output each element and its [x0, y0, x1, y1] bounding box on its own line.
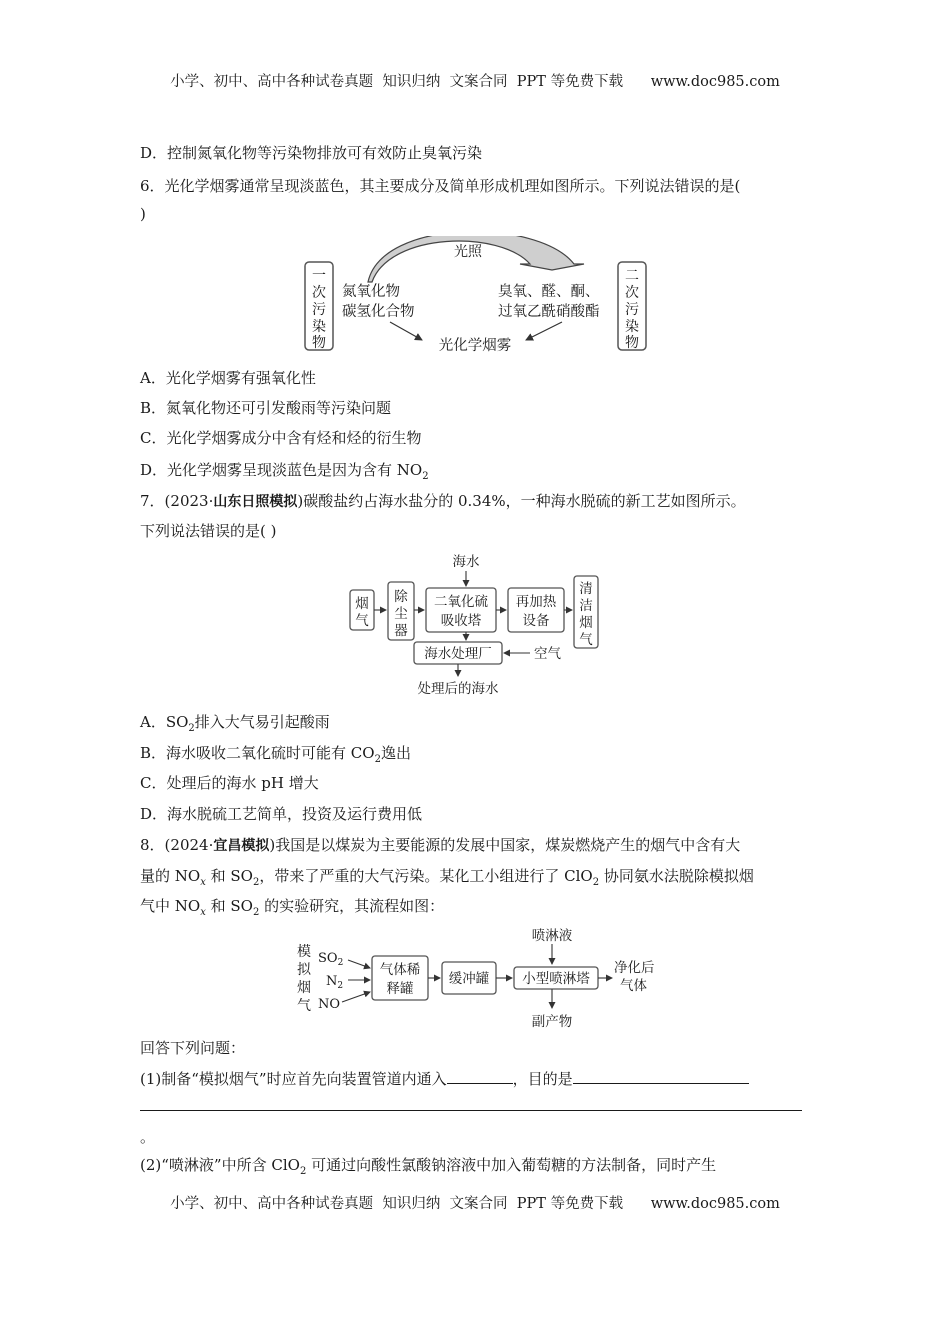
svg-text:气: 气	[355, 613, 369, 629]
answer-blank-purpose-cont[interactable]	[140, 1095, 802, 1111]
q8-stem-line2: 量的 $NO_x$ 和 $SO_2$，带来了严重的大气污染。某化工小组进行了 ClO$_2$ 协同氨水法脱除模拟烟	[140, 867, 754, 888]
product-line1: 臭氧、醛、酮、	[498, 284, 600, 300]
svg-text:烟: 烟	[579, 615, 593, 631]
q7-diagram	[340, 550, 620, 700]
answer-blank-gas[interactable]	[447, 1068, 513, 1084]
svg-text:设备: 设备	[522, 613, 550, 629]
primary-char: 一	[312, 268, 326, 284]
primary-char: 污	[312, 302, 326, 318]
primary-char: 染	[312, 319, 326, 335]
q6-option-a: A．光化学烟雾有强氧化性	[140, 369, 316, 387]
q7-stem-line1: 7．(2023·山东日照模拟)碳酸盐约占海水盐分的 0.34%，一种海水脱硫的新工艺如图所示。	[140, 492, 746, 510]
svg-text:再加热: 再加热	[515, 594, 557, 610]
q8-answer-prompt: 回答下列问题：	[140, 1039, 246, 1057]
svg-text:二氧化硫: 二氧化硫	[434, 594, 488, 610]
sim-gas-char: 拟	[297, 962, 311, 978]
svg-text:烟: 烟	[355, 596, 369, 612]
page-footer: 小学、初中、高中各种试卷真题 知识归纳 文案合同 PPT 等免费下载 www.doc985.com	[170, 1196, 780, 1212]
q7-option-b: B．海水吸收二氧化硫时可能有 $CO_2$逸出	[140, 744, 411, 765]
secondary-char: 污	[625, 302, 639, 318]
no-label: NO	[318, 997, 341, 1012]
q5-option-d: D．控制氮氧化物等污染物排放可有效防止臭氧污染	[140, 144, 483, 162]
svg-text:释罐: 释罐	[386, 981, 414, 997]
secondary-char: 染	[625, 319, 639, 335]
q7-stem-line2: 下列说法错误的是( )	[140, 522, 277, 540]
svg-text:缓冲罐: 缓冲罐	[448, 971, 490, 987]
svg-text:器: 器	[394, 623, 408, 639]
sim-gas-char: 烟	[297, 980, 311, 996]
q8-part2-line1: (2)“喷淋液”中所含 ClO$_2$ 可通过向酸性氯酸钠溶液中加入葡萄糖的方法制备，同时产生	[140, 1156, 717, 1177]
answer-blank-purpose[interactable]	[573, 1068, 749, 1084]
byproduct-label: 副产物	[531, 1014, 573, 1030]
purified-gas-label-1: 净化后	[614, 960, 655, 976]
so2-label: $SO_2$	[318, 951, 344, 968]
spray-liquid-label: 喷淋液	[531, 928, 573, 944]
arrow-reactants-to-smog	[390, 322, 422, 340]
q6-stem-line1: 6．光化学烟雾通常呈现淡蓝色，其主要成分及简单形成机理如图所示。下列说法错误的是(	[140, 177, 741, 195]
reactant-nox: 氮氧化物	[342, 284, 400, 300]
q6-stem-line2: )	[140, 205, 146, 223]
secondary-char: 次	[625, 285, 639, 301]
q7-option-a: A．$SO_2$排入大气易引起酸雨	[140, 713, 330, 734]
secondary-char: 物	[625, 335, 639, 351]
svg-text:洁: 洁	[579, 598, 593, 614]
air-label: 空气	[534, 646, 561, 662]
svg-text:清: 清	[579, 581, 593, 597]
svg-text:气体稀: 气体稀	[379, 962, 421, 978]
svg-text:小型喷淋塔: 小型喷淋塔	[522, 971, 590, 987]
q7-option-d: D．海水脱硫工艺简单，投资及运行费用低	[140, 805, 423, 823]
reactant-hc: 碳氢化合物	[342, 304, 415, 320]
q8-stem-line3: 气中 $NO_x$ 和 $SO_2$ 的实验研究，其流程如图：	[140, 897, 445, 918]
secondary-char: 二	[625, 268, 639, 284]
q6-option-b: B．氮氧化物还可引发酸雨等污染问题	[140, 399, 392, 417]
q8-diagram	[290, 922, 690, 1030]
svg-text:气: 气	[579, 632, 593, 648]
treated-seawater-label: 处理后的海水	[417, 681, 499, 697]
svg-text:尘: 尘	[394, 606, 408, 622]
arrow-products-to-smog	[526, 322, 562, 340]
q6-option-d: D．光化学烟雾呈现淡蓝色是因为含有 $NO_2$	[140, 461, 429, 482]
q7-option-c: C．处理后的海水 pH 增大	[140, 774, 319, 792]
purified-gas-label-2: 气体	[620, 978, 647, 994]
q8-part1-line1: (1)制备“模拟烟气”时应首先向装置管道内通入 ，目的是	[140, 1068, 749, 1089]
product-line2: 过氧乙酰硝酸酯	[498, 304, 600, 320]
q8-part1-end: 。	[140, 1128, 156, 1146]
page-header: 小学、初中、高中各种试卷真题 知识归纳 文案合同 PPT 等免费下载 www.doc985.com	[170, 74, 780, 90]
svg-text:除: 除	[394, 589, 408, 605]
primary-char: 物	[312, 335, 326, 351]
q6-diagram	[300, 236, 652, 358]
q6-option-c: C．光化学烟雾成分中含有烃和烃的衍生物	[140, 429, 422, 447]
svg-text:海水处理厂: 海水处理厂	[424, 646, 492, 662]
n2-label: $N_2$	[326, 974, 344, 991]
sim-gas-char: 气	[297, 998, 311, 1014]
light-label: 光照	[454, 244, 482, 260]
q8-stem-line1: 8．(2024·宜昌模拟)我国是以煤炭为主要能源的发展中国家，煤炭燃烧产生的烟气中含有大	[140, 836, 741, 854]
svg-text:吸收塔: 吸收塔	[440, 613, 482, 629]
smog-label: 光化学烟雾	[438, 338, 512, 354]
sim-gas-char: 模	[297, 944, 311, 960]
primary-char: 次	[312, 285, 326, 301]
seawater-label: 海水	[452, 554, 480, 570]
